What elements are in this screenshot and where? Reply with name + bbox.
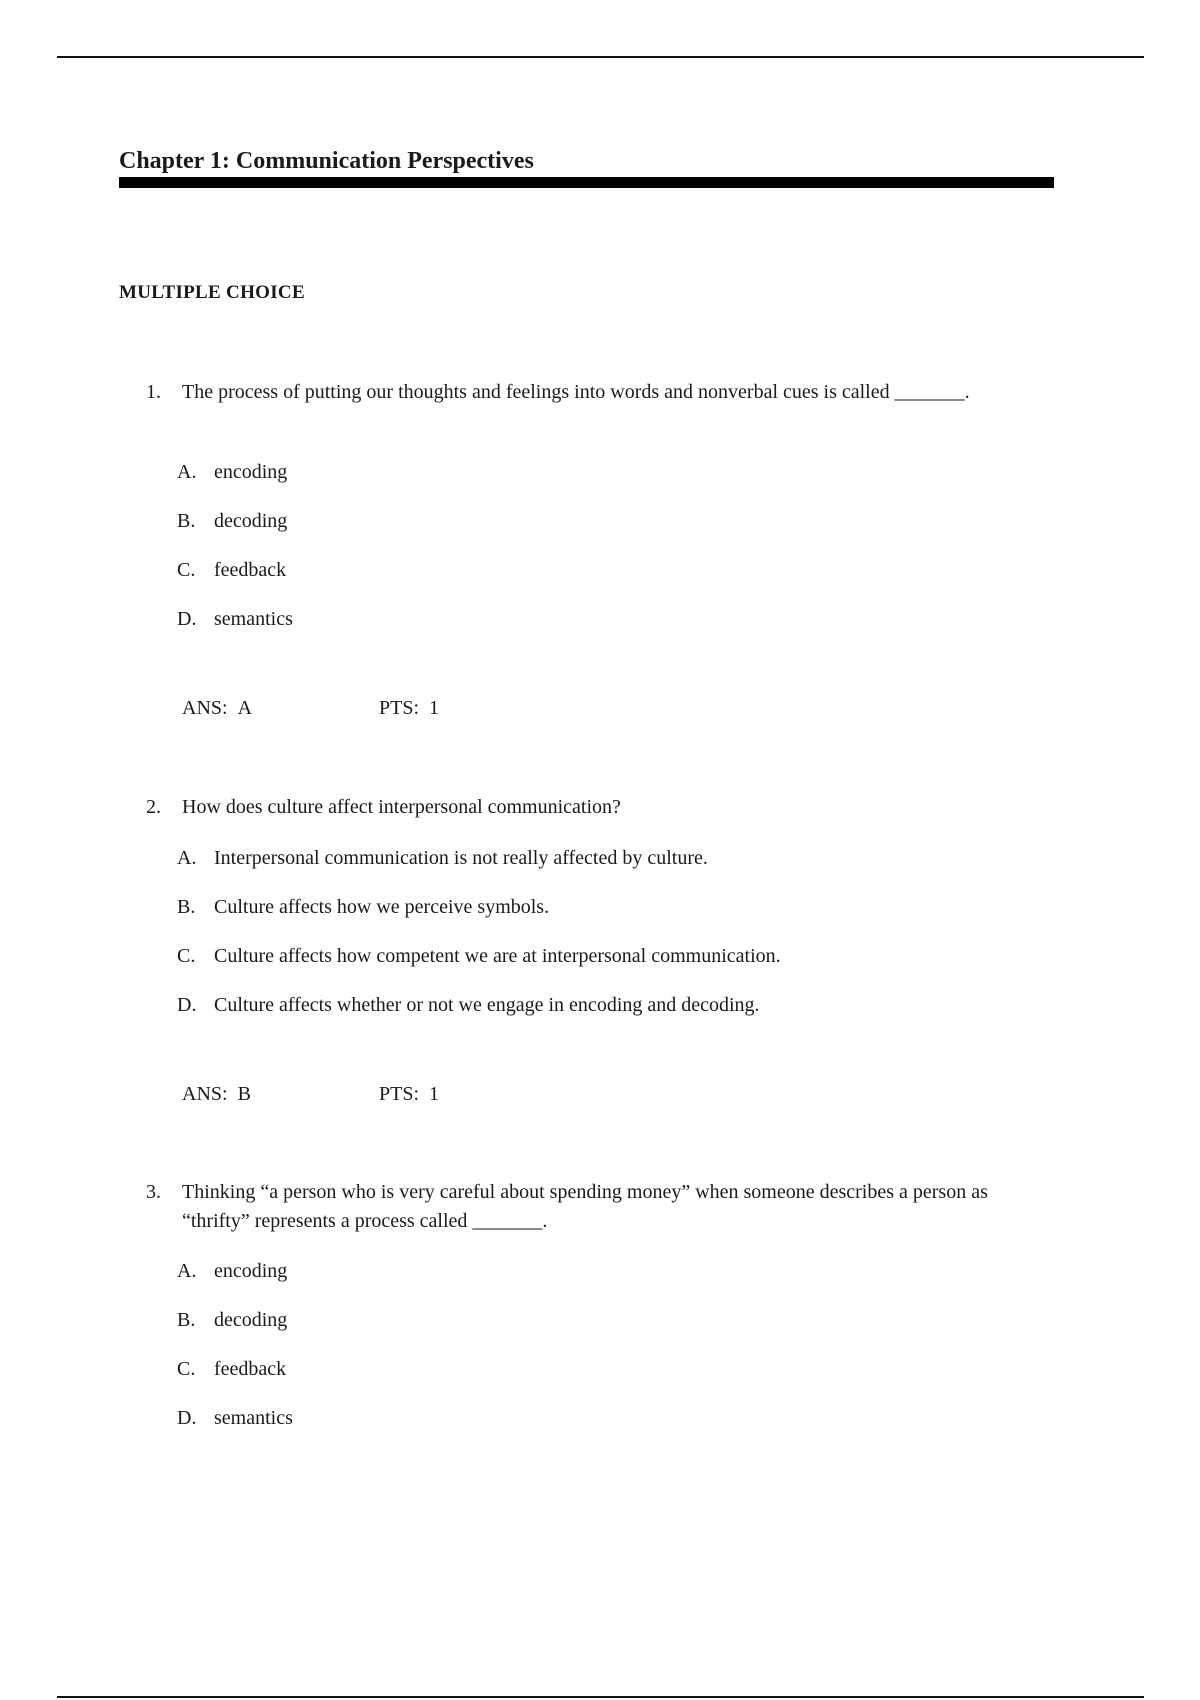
- option-text: encoding: [214, 461, 288, 483]
- question-number: 1.: [146, 381, 161, 403]
- answer-label: ANS: B: [182, 1083, 251, 1105]
- option-text: decoding: [214, 510, 288, 532]
- option-letter: D.: [177, 994, 197, 1016]
- answer-label: ANS: A: [182, 697, 253, 719]
- option-letter: B.: [177, 896, 196, 918]
- section-heading: MULTIPLE CHOICE: [119, 282, 305, 303]
- option-d: [177, 606, 293, 632]
- chapter-title: Chapter 1: Communication Perspectives: [119, 148, 534, 174]
- points-value: 1: [429, 697, 440, 719]
- option-letter: A.: [177, 1260, 197, 1282]
- option-text: feedback: [214, 559, 287, 581]
- option-text: semantics: [214, 608, 293, 630]
- title-underline-bar: [119, 177, 1054, 188]
- option-letter: A.: [177, 461, 197, 483]
- option-letter: D.: [177, 608, 197, 630]
- top-rule: [57, 56, 1144, 58]
- option-letter: A.: [177, 847, 197, 869]
- answer-value: A: [237, 697, 253, 719]
- option-d: [177, 992, 760, 1018]
- option-letter: B.: [177, 1309, 196, 1331]
- option-c: [177, 943, 781, 969]
- option-b: [177, 508, 287, 534]
- option-a: [177, 845, 708, 871]
- question-text: The process of putting our thoughts and feelings into words and nonverbal cues is called _______.: [182, 381, 970, 403]
- bottom-rule: [57, 1696, 1144, 1698]
- question-number: 2.: [146, 796, 161, 818]
- option-a: [177, 1258, 287, 1284]
- option-text: Culture affects how competent we are at interpersonal communication.: [214, 945, 781, 967]
- option-letter: B.: [177, 510, 196, 532]
- points-value: 1: [429, 1083, 440, 1105]
- points-label: PTS: 1: [379, 697, 440, 719]
- option-text: Culture affects whether or not we engage in encoding and decoding.: [214, 994, 760, 1016]
- option-letter: C.: [177, 1358, 196, 1380]
- option-text: encoding: [214, 1260, 288, 1282]
- option-text: semantics: [214, 1407, 293, 1429]
- question-number: 3.: [146, 1181, 161, 1203]
- option-b: [177, 894, 549, 920]
- option-text: Culture affects how we perceive symbols.: [214, 896, 550, 918]
- option-c: [177, 557, 286, 583]
- option-letter: D.: [177, 1407, 197, 1429]
- question-text: Thinking “a person who is very careful about spending money” when someone describes a person as “thrifty” represents a process called _______.: [182, 1181, 988, 1232]
- points-label: PTS: 1: [379, 1083, 440, 1105]
- option-c: [177, 1356, 286, 1382]
- option-b: [177, 1307, 287, 1333]
- option-a: [177, 459, 287, 485]
- option-letter: C.: [177, 945, 196, 967]
- question-text: How does culture affect interpersonal communication?: [182, 796, 621, 818]
- answer-value: B: [237, 1083, 251, 1105]
- option-text: decoding: [214, 1309, 288, 1331]
- option-letter: C.: [177, 559, 196, 581]
- option-text: Interpersonal communication is not really affected by culture.: [214, 847, 708, 869]
- option-text: feedback: [214, 1358, 287, 1380]
- option-d: [177, 1405, 293, 1431]
